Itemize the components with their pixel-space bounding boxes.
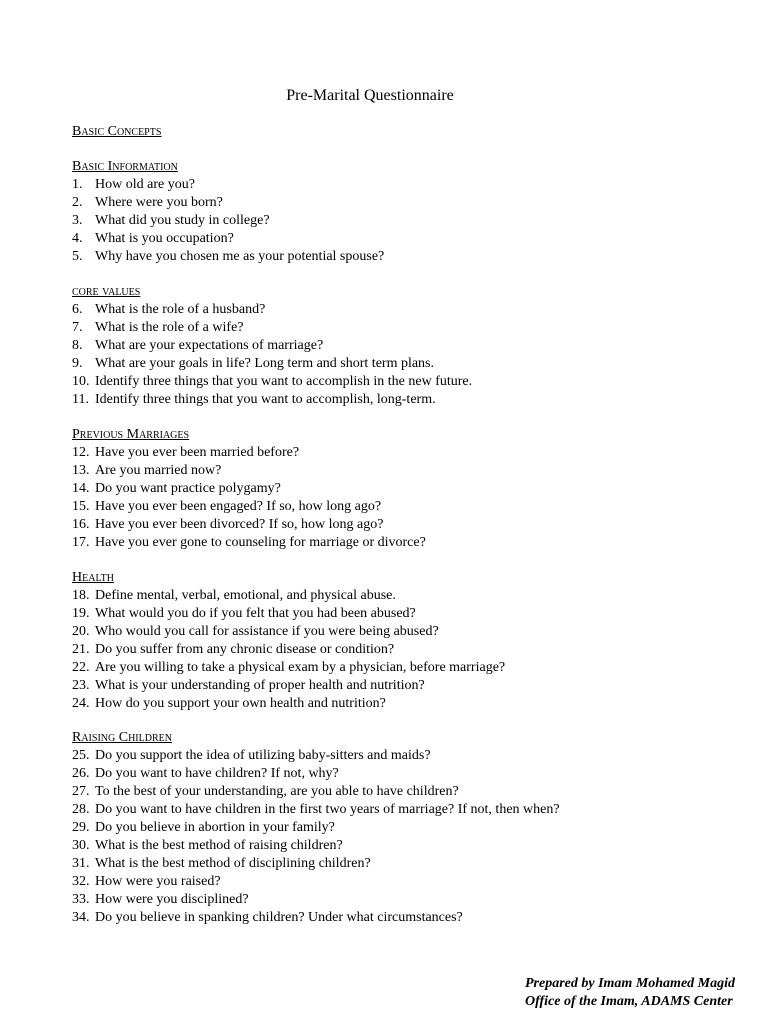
list-item bbox=[72, 391, 732, 409]
item-text: Do you want practice polygamy? bbox=[95, 481, 281, 496]
item-text: What would you do if you felt that you had been abused? bbox=[95, 606, 416, 621]
item-number: 27. bbox=[72, 784, 90, 799]
list-item bbox=[72, 230, 732, 248]
item-text: Do you want to have children in the first two years of marriage? If not, then when? bbox=[95, 802, 560, 817]
list-item bbox=[72, 659, 732, 677]
item-number: 32. bbox=[72, 874, 90, 889]
item-text: Have you ever been married before? bbox=[95, 445, 300, 460]
item-text: Identify three things that you want to accomplish in the new future. bbox=[95, 374, 473, 389]
item-text: Are you willing to take a physical exam by a physician, before marriage? bbox=[95, 660, 506, 675]
list-item bbox=[72, 873, 732, 891]
list-item bbox=[72, 605, 732, 623]
list-item bbox=[72, 534, 732, 552]
item-text: Do you want to have children? If not, why? bbox=[95, 766, 339, 781]
list-item bbox=[72, 623, 732, 641]
list-item bbox=[72, 373, 732, 391]
item-text: To the best of your understanding, are you able to have children? bbox=[95, 784, 459, 799]
list-item bbox=[72, 462, 732, 480]
section-health bbox=[72, 569, 732, 713]
item-text: Are you married now? bbox=[95, 463, 222, 478]
item-text: Where were you born? bbox=[95, 195, 223, 210]
main-heading: Basic Concepts bbox=[72, 124, 162, 139]
item-number: 23. bbox=[72, 678, 90, 693]
list-item bbox=[72, 176, 732, 194]
list-item bbox=[72, 765, 732, 783]
list-item bbox=[72, 194, 732, 212]
list-item bbox=[72, 819, 732, 837]
item-text: Who would you call for assistance if you were being abused? bbox=[95, 624, 439, 639]
item-number: 22. bbox=[72, 660, 90, 675]
item-number: 15. bbox=[72, 499, 90, 514]
item-number: 21. bbox=[72, 642, 90, 657]
item-number: 33. bbox=[72, 892, 90, 907]
section-heading: Basic Information bbox=[72, 159, 178, 174]
item-text: What are your expectations of marriage? bbox=[95, 338, 324, 353]
page-title: Pre-Marital Questionnaire bbox=[286, 87, 454, 104]
item-text: How do you support your own health and nutrition? bbox=[95, 696, 386, 711]
item-number: 2. bbox=[72, 195, 83, 210]
item-number: 29. bbox=[72, 820, 90, 835]
item-text: What is the best method of raising children? bbox=[95, 838, 343, 853]
item-number: 11. bbox=[72, 392, 89, 407]
list-item bbox=[72, 444, 732, 462]
section-core-values bbox=[72, 283, 732, 409]
section-previous-marriages bbox=[72, 426, 732, 552]
item-number: 6. bbox=[72, 302, 83, 317]
item-number: 34. bbox=[72, 910, 90, 925]
section-heading: Previous Marriages bbox=[72, 427, 190, 442]
list-item bbox=[72, 355, 732, 373]
item-number: 1. bbox=[72, 177, 83, 192]
item-number: 9. bbox=[72, 356, 83, 371]
item-text: Do you believe in abortion in your family? bbox=[95, 820, 335, 835]
item-number: 3. bbox=[72, 213, 83, 228]
item-text: What is you occupation? bbox=[95, 231, 234, 246]
item-text: What is the best method of disciplining children? bbox=[95, 856, 371, 871]
item-text: Have you ever been engaged? If so, how long ago? bbox=[95, 499, 382, 514]
item-text: What is the role of a wife? bbox=[95, 320, 244, 335]
item-number: 25. bbox=[72, 748, 90, 763]
item-number: 20. bbox=[72, 624, 90, 639]
item-text: How were you raised? bbox=[95, 874, 221, 889]
item-text: What are your goals in life? Long term and short term plans. bbox=[95, 356, 435, 371]
item-number: 7. bbox=[72, 320, 83, 335]
prepared-by-footer bbox=[525, 975, 735, 1011]
list-item bbox=[72, 337, 732, 355]
item-number: 12. bbox=[72, 445, 90, 460]
item-number: 28. bbox=[72, 802, 90, 817]
item-number: 4. bbox=[72, 231, 83, 246]
list-item bbox=[72, 498, 732, 516]
item-text: Have you ever been divorced? If so, how long ago? bbox=[95, 517, 384, 532]
item-number: 26. bbox=[72, 766, 90, 781]
list-item bbox=[72, 212, 732, 230]
list-item bbox=[72, 301, 732, 319]
item-text: Identify three things that you want to accomplish, long-term. bbox=[95, 392, 436, 407]
item-number: 17. bbox=[72, 535, 90, 550]
list-item bbox=[72, 641, 732, 659]
item-text: Do you believe in spanking children? Under what circumstances? bbox=[95, 910, 463, 925]
item-number: 13. bbox=[72, 463, 90, 478]
list-item bbox=[72, 909, 732, 927]
item-text: Define mental, verbal, emotional, and physical abuse. bbox=[95, 588, 396, 603]
list-item bbox=[72, 677, 732, 695]
footer-author: Prepared by Imam Mohamed Magid bbox=[525, 976, 735, 991]
item-number: 24. bbox=[72, 696, 90, 711]
item-text: Do you support the idea of utilizing baby-sitters and maids? bbox=[95, 748, 431, 763]
item-number: 18. bbox=[72, 588, 90, 603]
item-number: 16. bbox=[72, 517, 90, 532]
item-number: 5. bbox=[72, 249, 83, 264]
list-item bbox=[72, 587, 732, 605]
list-item bbox=[72, 891, 732, 909]
item-text: Have you ever gone to counseling for marriage or divorce? bbox=[95, 535, 426, 550]
item-text: Why have you chosen me as your potential spouse? bbox=[95, 249, 385, 264]
list-item bbox=[72, 480, 732, 498]
list-item bbox=[72, 319, 732, 337]
item-text: What is your understanding of proper health and nutrition? bbox=[95, 678, 425, 693]
item-number: 14. bbox=[72, 481, 90, 496]
list-item bbox=[72, 248, 732, 266]
list-item bbox=[72, 695, 732, 713]
list-item bbox=[72, 801, 732, 819]
section-raising-children bbox=[72, 729, 732, 927]
item-number: 19. bbox=[72, 606, 90, 621]
section-heading: Health bbox=[72, 570, 114, 585]
list-item bbox=[72, 837, 732, 855]
footer-office: Office of the Imam, ADAMS Center bbox=[525, 994, 733, 1009]
item-number: 31. bbox=[72, 856, 90, 871]
item-text: How old are you? bbox=[95, 177, 195, 192]
item-text: What is the role of a husband? bbox=[95, 302, 266, 317]
item-text: Do you suffer from any chronic disease or condition? bbox=[95, 642, 395, 657]
section-heading: core values bbox=[72, 284, 141, 299]
list-item bbox=[72, 747, 732, 765]
list-item bbox=[72, 855, 732, 873]
item-text: What did you study in college? bbox=[95, 213, 270, 228]
section-basic-information bbox=[72, 158, 732, 266]
list-item bbox=[72, 516, 732, 534]
section-heading: Raising Children bbox=[72, 730, 172, 745]
item-text: How were you disciplined? bbox=[95, 892, 249, 907]
item-number: 30. bbox=[72, 838, 90, 853]
item-number: 10. bbox=[72, 374, 90, 389]
list-item bbox=[72, 783, 732, 801]
item-number: 8. bbox=[72, 338, 83, 353]
